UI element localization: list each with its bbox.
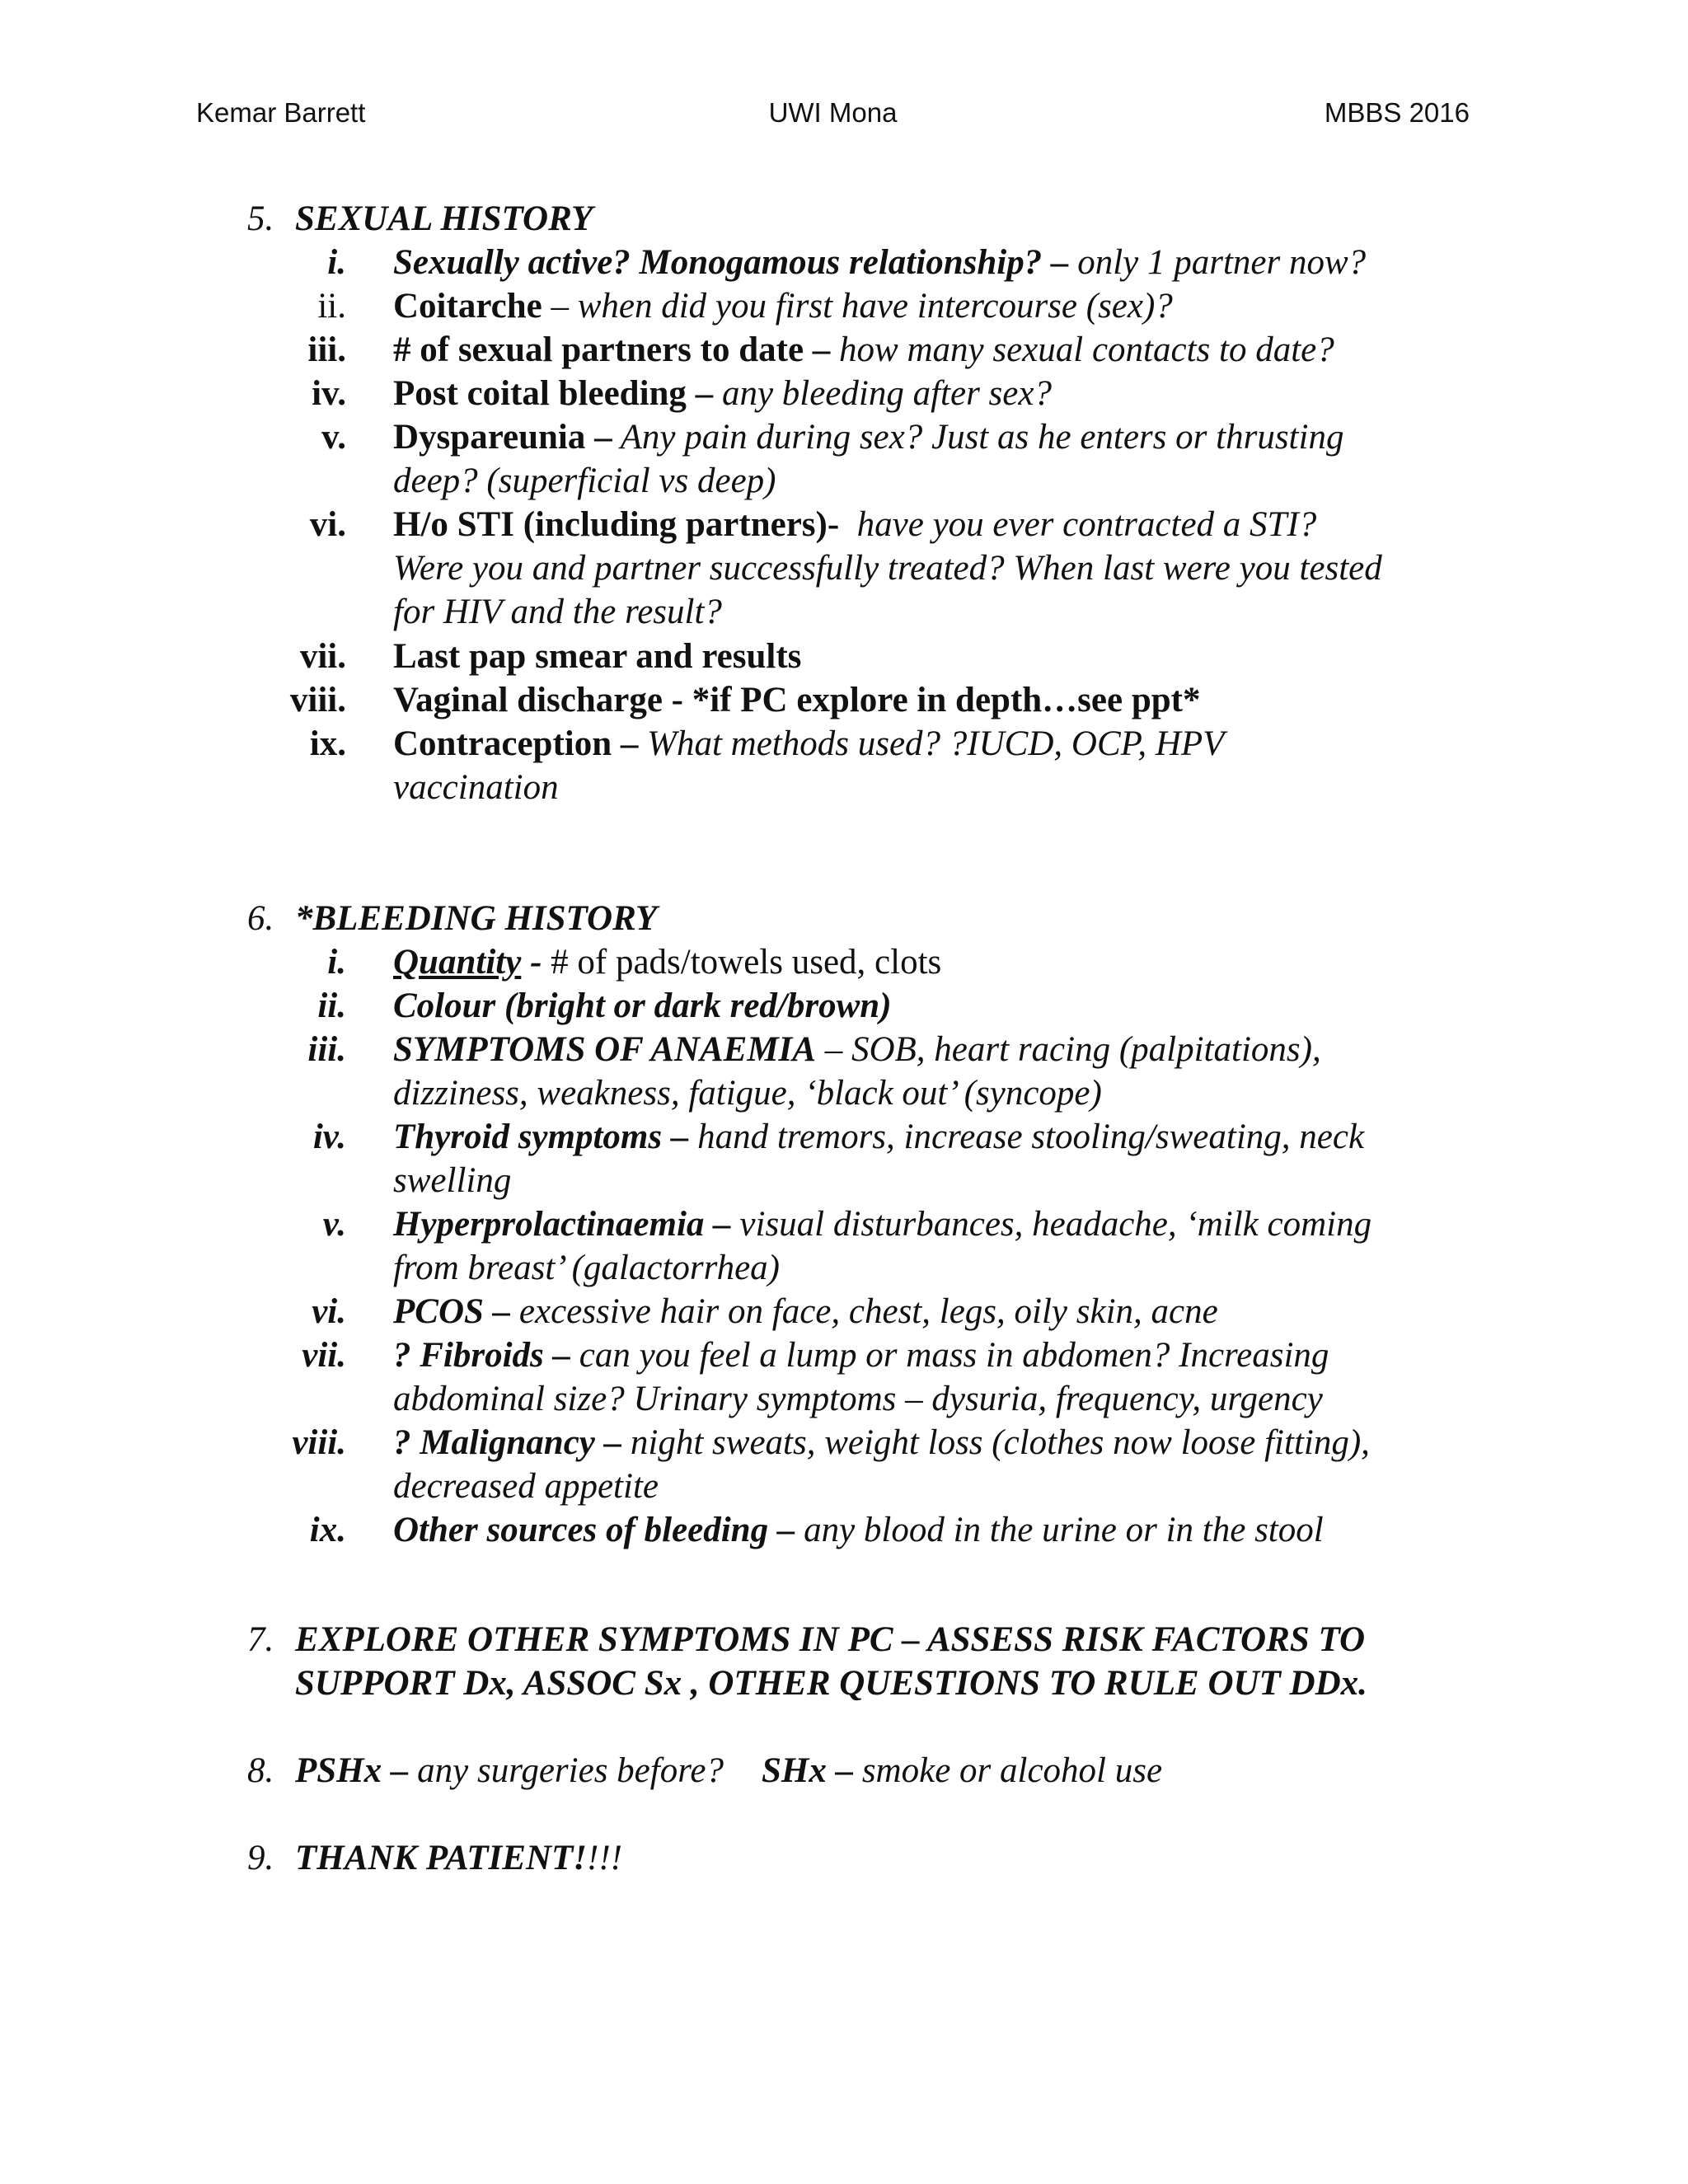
section-number: 5. (247, 199, 274, 238)
item-label: Last pap smear and results (393, 637, 802, 676)
item-text: only 1 partner now? (1068, 243, 1367, 282)
item-text: night sweats, weight loss (clothes now loose fitting), (621, 1423, 1370, 1462)
section-title: SUPPORT Dx, ASSOC Sx , OTHER QUESTIONS TO RULE OUT DDx. (295, 1664, 1367, 1703)
item-text: dizziness, weakness, fatigue, ‘black out’ (syncope) (393, 1074, 1102, 1113)
section-title: *BLEEDING HISTORY (295, 899, 658, 938)
item-label: Colour (bright or dark red/brown) (393, 987, 892, 1025)
item-label: H/o STI (including partners)- (393, 505, 840, 544)
psh-text: any surgeries before? (408, 1751, 724, 1790)
list-numeral: viii. (292, 1423, 346, 1462)
header-institution: UWI Mona (768, 97, 898, 128)
item-text: from breast’ (galactorrhea) (393, 1249, 780, 1287)
item-label: # of sexual partners to date – (393, 330, 831, 369)
item-text: vaccination (393, 768, 559, 807)
item-text: – SOB, heart racing (palpitations), (815, 1030, 1321, 1069)
section-title: THANK PATIENT! (295, 1839, 587, 1877)
item-label: Coitarche (393, 287, 542, 326)
list-numeral: ix. (309, 1511, 346, 1549)
list-numeral: iv. (312, 374, 346, 413)
item-label: Sexually active? Monogamous relationship? – (393, 243, 1069, 282)
item-text: What methods used? ?IUCD, OCP, HPV (638, 724, 1225, 763)
item-text: Any pain during sex? Just as he enters or thrusting (612, 418, 1344, 457)
item-label: SYMPTOMS OF ANAEMIA (393, 1030, 816, 1069)
list-numeral: i. (327, 943, 346, 982)
item-label: Thyroid symptoms – (393, 1118, 689, 1156)
item-label: ? Malignancy – (393, 1423, 622, 1462)
list-numeral: vii. (299, 637, 346, 676)
item-label: Dyspareunia – (393, 418, 612, 457)
section-number: 7. (247, 1620, 274, 1659)
item-separator: - (521, 943, 551, 982)
item-text: visual disturbances, headache, ‘milk coming (730, 1205, 1372, 1244)
psh-label: PSHx – (295, 1751, 409, 1790)
list-numeral: v. (322, 1205, 346, 1244)
list-numeral: i. (327, 243, 346, 282)
section-number: 8. (247, 1751, 274, 1790)
list-numeral: ii. (317, 287, 346, 326)
section-title: SEXUAL HISTORY (295, 199, 593, 238)
item-text: have you ever contracted a STI? (839, 505, 1317, 544)
item-text: – when did you first have intercourse (sex)? (542, 287, 1173, 326)
item-text: any blood in the urine or in the stool (795, 1511, 1324, 1549)
list-numeral: vi. (309, 505, 346, 544)
item-label: Post coital bleeding – (393, 374, 714, 413)
list-numeral: v. (321, 418, 346, 457)
section-title: EXPLORE OTHER SYMPTOMS IN PC – ASSESS RISK FACTORS TO (295, 1620, 1365, 1659)
item-label: Other sources of bleeding – (393, 1511, 795, 1549)
item-text: abdominal size? Urinary symptoms – dysuria, frequency, urgency (393, 1380, 1323, 1418)
item-text: decreased appetite (393, 1467, 659, 1506)
item-text: swelling (393, 1161, 512, 1200)
header-course: MBBS 2016 (1324, 97, 1470, 128)
item-text: Were you and partner successfully treated? When last were you tested (393, 549, 1382, 588)
item-text: excessive hair on face, chest, legs, oily skin, acne (510, 1292, 1218, 1331)
list-numeral: iv. (312, 1118, 346, 1156)
item-text: how many sexual contacts to date? (830, 330, 1334, 369)
list-numeral: vi. (312, 1292, 346, 1331)
list-numeral: ii. (317, 987, 346, 1025)
exclamations: !!! (587, 1839, 622, 1877)
item-text: deep? (superficial vs deep) (393, 462, 776, 500)
list-numeral: iii. (307, 1030, 346, 1069)
item-text: # of pads/towels used, clots (551, 943, 942, 982)
item-text: can you feel a lump or mass in abdomen? Increasing (570, 1336, 1329, 1375)
item-label: Quantity (393, 943, 522, 982)
section-number: 6. (247, 899, 274, 938)
item-text: any bleeding after sex? (713, 374, 1052, 413)
list-numeral: viii. (289, 681, 346, 719)
section-number: 9. (247, 1839, 274, 1877)
sh-text: smoke or alcohol use (853, 1751, 1163, 1790)
sh-label: SHx – (761, 1751, 854, 1790)
list-numeral: vii. (302, 1336, 346, 1375)
item-label: Contraception – (393, 724, 639, 763)
header-author: Kemar Barrett (196, 97, 366, 128)
list-numeral: ix. (309, 724, 346, 763)
list-numeral: iii. (307, 330, 346, 369)
item-text: hand tremors, increase stooling/sweating, neck (688, 1118, 1365, 1156)
item-text: for HIV and the result? (393, 593, 722, 631)
item-label: ? Fibroids – (393, 1336, 571, 1375)
page-header (196, 97, 1470, 138)
item-label: Hyperprolactinaemia – (393, 1205, 731, 1244)
item-label: PCOS – (393, 1292, 511, 1331)
item-label: Vaginal discharge - *if PC explore in depth…see ppt* (393, 681, 1201, 719)
